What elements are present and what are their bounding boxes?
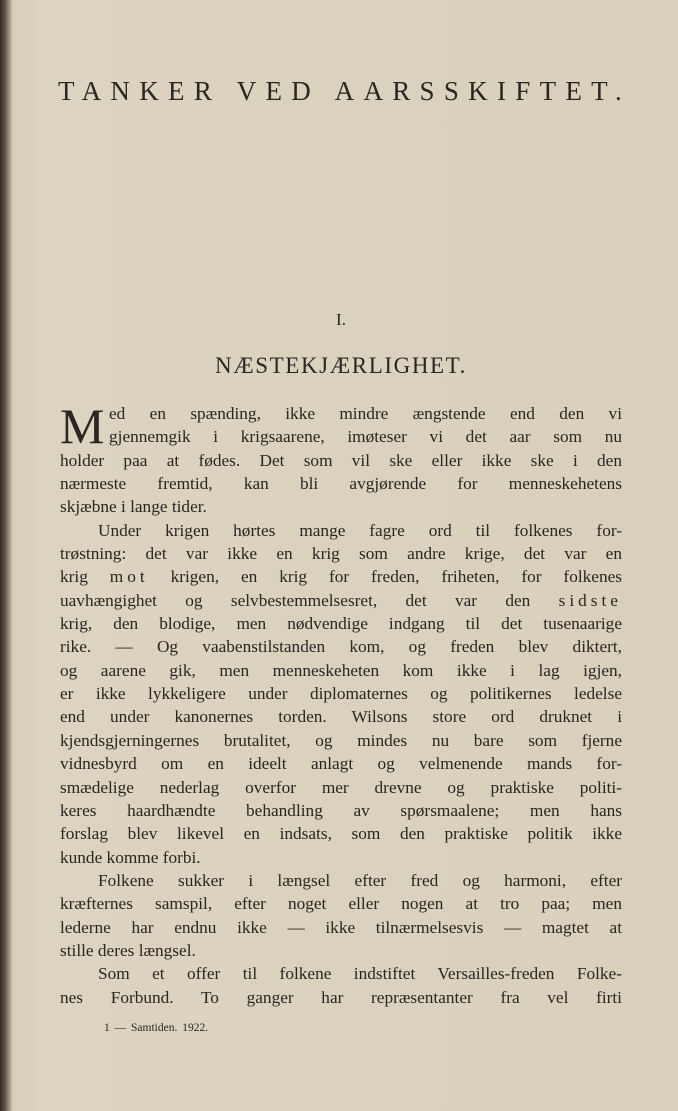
text-line: lederne har endnu ikke — ikke tilnærmelsesvis — magtet at (60, 917, 622, 937)
text-line: skjæbne i lange tider. (60, 497, 207, 517)
text-line: smædelige nederlag overfor mer drevne og praktiske politi- (60, 777, 622, 797)
book-binding-edge (0, 0, 12, 1111)
body-text (60, 398, 622, 1009)
text-line: holder paa at fødes. Det som vil ske eller ikke ske i den (60, 450, 622, 470)
text-line: end under kanonernes torden. Wilsons store ord druknet i (60, 707, 622, 727)
chapter-heading: NÆSTEKJÆRLIGHET. (215, 353, 467, 378)
text-line: Som et offer til folkene indstiftet Versailles-freden Folke- (98, 964, 622, 984)
text-fragment: uavhængighet og selvbestemmelsesret, det var den (60, 590, 531, 610)
text-line: er ikke lykkeligere under diplomaternes og politikernes ledelse (60, 684, 622, 704)
text-line: kræfternes samspil, efter noget eller nogen at tro paa; men (60, 894, 622, 914)
text-line (60, 565, 622, 588)
text-fragment: krig (60, 567, 88, 587)
text-line: nærmeste fremtid, kan bli avgjørende for menneskehetens (60, 474, 622, 494)
page-footer: 1 — Samtiden. 1922. (104, 1022, 209, 1034)
text-line: gjennemgik i krigsaarene, imøteser vi det aar som nu (109, 427, 622, 447)
text-line: og aarene gik, men menneskeheten kom ikke i lag igjen, (60, 660, 622, 680)
drop-cap: M (60, 398, 105, 454)
text-line: forslag blev likevel en indsats, som den praktiske politik ikke (60, 824, 622, 844)
text-line (60, 589, 622, 612)
text-line: rike. — Og vaabenstilstanden kom, og freden blev diktert, (60, 637, 622, 657)
text-line: krig, den blodige, men nødvendige indgang til det tusenaarige (60, 614, 622, 634)
text-line: keres haardhændte behandling av spørsmaalene; men hans (60, 800, 622, 820)
text-line: nes Forbund. To ganger har repræsentanter fra vel firti (60, 987, 622, 1007)
text-line: stille deres længsel. (60, 940, 196, 960)
chapter-numeral: I. (336, 310, 346, 329)
text-line: vidnesbyrd om en ideelt anlagt og velmenende mands for- (60, 754, 622, 774)
text-line: Folkene sukker i længsel efter fred og harmoni, efter (98, 870, 622, 890)
text-fragment: krigen, en krig for freden, friheten, for folkenes (170, 567, 622, 587)
spaced-emphasis: sidste (558, 590, 622, 610)
text-line: kunde komme forbi. (60, 847, 201, 867)
text-line: ed en spænding, ikke mindre ængstende end den vi (109, 404, 622, 423)
text-line: trøstning: det var ikke en krig som andre krige, det var en (60, 544, 622, 564)
running-title: TANKER VED AARSSKIFTET. (58, 76, 632, 106)
text-line: kjendsgjerningernes brutalitet, og mindes nu bare som fjerne (60, 730, 622, 750)
text-line: Under krigen hørtes mange fagre ord til folkenes for- (98, 520, 622, 540)
spaced-emphasis: mot (109, 567, 149, 587)
